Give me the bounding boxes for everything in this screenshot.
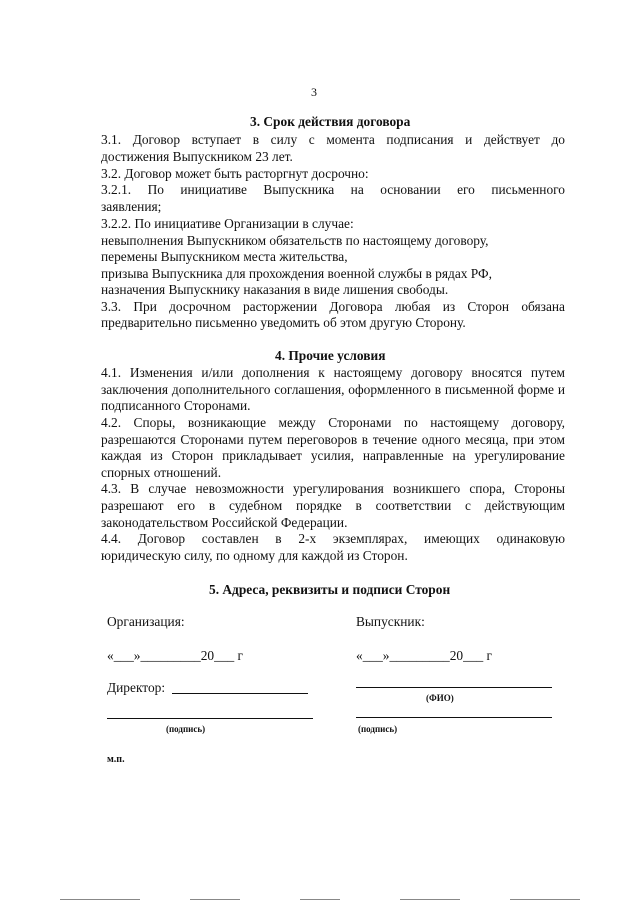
- clause-4-2-line4: спорных отношений.: [101, 465, 222, 480]
- graduate-label: Выпускник:: [356, 614, 425, 629]
- scan-artifact: [510, 899, 580, 900]
- section5-heading: 5. Адреса, реквизиты и подписи Сторон: [209, 582, 451, 597]
- scan-artifact: [400, 899, 460, 900]
- clause-4-1-line1: 4.1. Изменения и/или дополнения к настоящему договору вносятся путем: [101, 365, 565, 380]
- organization-signature-caption: (подпись): [166, 724, 206, 734]
- reason-item: перемены Выпускником места жительства,: [101, 249, 348, 264]
- reason-item: призыва Выпускника для прохождения военной службы в рядах РФ,: [101, 266, 492, 281]
- page-number: 3: [311, 85, 317, 99]
- stamp-placeholder: м.п.: [107, 754, 125, 765]
- clause-4-2-line1: 4.2. Споры, возникающие между Сторонами по настоящему договору,: [101, 415, 565, 430]
- clause-3-2-1-line2: заявления;: [101, 199, 162, 214]
- clause-4-2-line3: каждая из Сторон прикладывает усилия, направленные на урегулирование: [101, 448, 565, 463]
- clause-4-4-line2: юридическую силу, по одному для каждой из Сторон.: [101, 548, 408, 563]
- scan-artifact: [190, 899, 240, 900]
- clause-3-2-1-line1: 3.2.1. По инициативе Выпускника на основании его письменного: [101, 182, 565, 197]
- graduate-signature-line: [356, 717, 552, 718]
- clause-4-1-line3: подписанного Сторонами.: [101, 398, 251, 413]
- scan-artifact: [60, 899, 140, 900]
- fio-caption: (ФИО): [426, 693, 454, 703]
- clause-3-1-line1: 3.1. Договор вступает в силу с момента подписания и действует до: [101, 132, 565, 147]
- clause-4-2-line2: разрешаются Сторонами путем переговоров в течение одного месяца, при этом: [101, 432, 565, 447]
- clause-4-3-line2: разрешают его в судебном порядке в соответствии с действующим: [101, 498, 565, 513]
- clause-3-1-line2: достижения Выпускником 23 лет.: [101, 149, 293, 164]
- director-label: Директор:: [107, 680, 166, 695]
- graduate-signature-caption: (подпись): [358, 724, 398, 734]
- clause-3-3-line1: 3.3. При досрочном расторжении Договора любая из Сторон обязана: [101, 299, 565, 314]
- organization-signature-line: [107, 718, 313, 719]
- clause-4-4-line1: 4.4. Договор составлен в 2-х экземплярах, имеющих одинаковую: [101, 531, 565, 546]
- reason-item: назначения Выпускнику наказания в виде лишения свободы.: [101, 282, 449, 297]
- clause-3-2-2: 3.2.2. По инициативе Организации в случае:: [101, 216, 354, 231]
- clause-4-1-line2: заключения дополнительного соглашения, оформленного в письменной форме и: [101, 382, 565, 397]
- director-line: [172, 693, 308, 694]
- section4-heading: 4. Прочие условия: [275, 348, 386, 363]
- clause-3-3-line2: предварительно письменно уведомить об этом другую Сторону.: [101, 315, 466, 330]
- clause-3-2: 3.2. Договор может быть расторгнут досрочно:: [101, 166, 369, 181]
- graduate-fio-line: [356, 687, 552, 688]
- organization-date: «___»_________20___ г: [107, 648, 244, 663]
- graduate-date: «___»_________20___ г: [356, 648, 493, 663]
- section3-heading: 3. Срок действия договора: [250, 114, 411, 129]
- organization-label: Организация:: [107, 614, 185, 629]
- reason-item: невыполнения Выпускником обязательств по настоящему договору,: [101, 233, 489, 248]
- scan-artifact: [300, 899, 340, 900]
- clause-4-3-line1: 4.3. В случае невозможности урегулирования возникшего спора, Стороны: [101, 481, 565, 496]
- clause-4-3-line3: законодательством Российской Федерации.: [101, 515, 348, 530]
